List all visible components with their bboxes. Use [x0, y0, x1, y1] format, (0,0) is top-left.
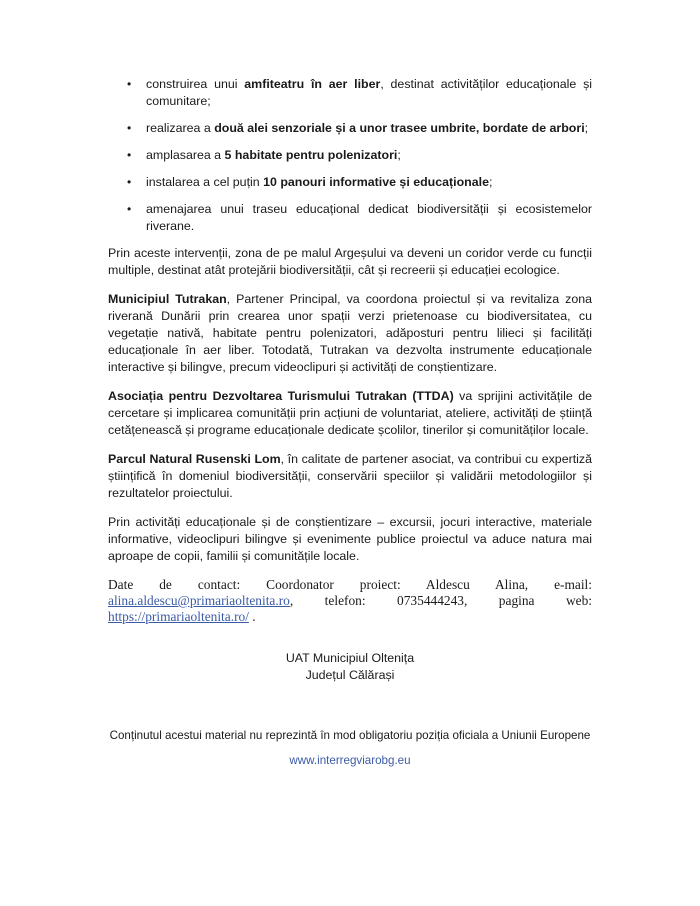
list-text: amplasarea a	[146, 148, 225, 162]
list-text: , destinat activităților educaționale și comunitare;	[146, 77, 593, 108]
paragraph-activities: Prin activități educaționale și de conștientizare – excursii, jocuri interactive, materiale informative, videoclipuri bilingve și evenimente publice proiectul va aduce natura mai aproape de copii, familii și comunitățile locale.	[108, 515, 592, 563]
list-item	[108, 201, 592, 235]
bullet-icon: •	[127, 121, 132, 135]
list-text: ;	[488, 175, 493, 189]
website-link[interactable]: https://primariaoltenita.ro/	[108, 609, 249, 624]
phone-text: , telefon: 0735444243, pagina web:	[289, 593, 592, 608]
contact-line	[108, 609, 592, 625]
signature-county: Județul Călărași	[305, 668, 395, 682]
signature-institution: UAT Municipiul Oltenița	[285, 651, 415, 665]
list-text: ;	[584, 121, 589, 135]
list-text-bold: 10 panouri informative și educaționale	[263, 175, 489, 189]
list-text-bold: 5 habitate pentru polenizatori	[224, 148, 398, 162]
partner-name: Municipiul Tutrakan	[108, 292, 227, 306]
list-item	[108, 120, 592, 137]
contact-line	[108, 593, 592, 609]
partner-name: Asociația pentru Dezvoltarea Turismului Tutrakan (TTDA)	[108, 389, 454, 403]
email-link[interactable]: alina.aldescu@primariaoltenita.ro	[108, 593, 290, 608]
partner-name: Parcul Natural Rusenski Lom	[108, 452, 281, 466]
activity-list	[108, 76, 592, 235]
list-text: realizarea a	[146, 121, 215, 135]
list-text: ;	[397, 148, 401, 162]
signature-block	[0, 650, 700, 684]
bullet-icon: •	[127, 202, 132, 216]
footer-website-link[interactable]: www.interregviarobg.eu	[289, 754, 411, 767]
paragraph-ttda	[108, 388, 592, 439]
contact-line: Date de contact: Coordonator proiect: Aldescu Alina, e-mail:	[108, 577, 592, 592]
bullet-icon: •	[127, 148, 132, 162]
list-item	[108, 76, 592, 110]
list-text-bold: două alei senzoriale și a unor trasee umbrite, bordate de arbori	[214, 121, 585, 135]
paragraph-rusenski-lom	[108, 451, 592, 502]
bullet-icon: •	[127, 175, 132, 189]
contact-end: .	[248, 609, 256, 624]
list-text: amenajarea unui traseu educațional dedicat biodiversității și ecosistemelor riverane.	[146, 202, 592, 233]
contact-block	[108, 577, 592, 625]
paragraph-tutrakan	[108, 291, 592, 376]
eu-disclaimer: Conținutul acestui material nu reprezintă în mod obligatoriu poziția oficiala a Uniunii Europene	[109, 729, 591, 742]
document-body	[108, 76, 592, 625]
list-text: instalarea a cel puțin	[146, 175, 264, 189]
paragraph-text: , în calitate de partener asociat, va contribui cu expertiză științifică în domeniul biodiversității, conservării speciilor și validării metodologiilor și rezultatelor proiectului.	[108, 452, 592, 500]
list-text: construirea unui	[146, 77, 245, 91]
list-item	[108, 147, 592, 164]
bullet-icon: •	[127, 77, 132, 91]
paragraph-intro: Prin aceste intervenții, zona de pe malul Argeșului va deveni un coridor verde cu funcții multiple, destinat atât protejării biodiversității, cât și recreerii și educației ecologice.	[108, 246, 592, 277]
paragraph-text: , Partener Principal, va coordona proiectul și va revitaliza zona riverană Dunării prin crearea unor spații verzi prietenoase cu biodiversitatea, cu vegetație nativă, habitate pentru polenizatori, adăposturi pentru lilieci și facilități educaționale în aer liber. Totodată, Tutrakan va dezvolta instrumente educaționale interactive și bilingve, precum videoclipuri și activități de conștientizare.	[108, 292, 592, 374]
paragraph-text: va sprijini activitățile de cercetare și implicarea comunității prin acțiuni de voluntariat, ateliere, activități de știință cetățenească și programe educaționale dedicate școlilor, tinerilor și comunităților locale.	[108, 389, 593, 437]
list-item	[108, 174, 592, 191]
list-text-bold: amfiteatru în aer liber	[244, 77, 381, 91]
